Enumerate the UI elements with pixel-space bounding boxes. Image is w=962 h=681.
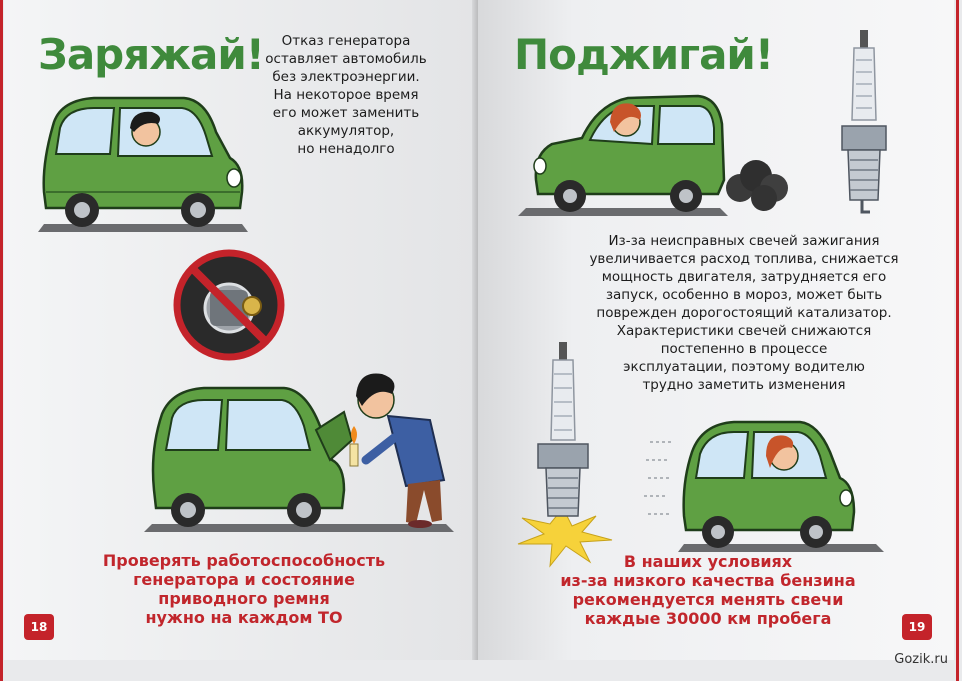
caption-line: На некоторое время	[273, 87, 419, 103]
car-with-exhaust-illustration	[518, 84, 818, 224]
right-red-note	[538, 552, 878, 628]
right-caption	[564, 232, 924, 394]
caption-line: увеличивается расход топлива, снижается	[589, 251, 899, 267]
caption-line: Характеристики свечей снижаются	[616, 323, 872, 339]
note-line: Проверять работоспособность	[102, 551, 386, 570]
note-line: В наших условиях	[623, 552, 793, 571]
right-page	[478, 0, 954, 660]
caption-line: запуск, особенно в мороз, может быть	[605, 287, 883, 303]
left-page	[4, 0, 478, 660]
exhaust-smoke-illustration	[726, 160, 788, 211]
caption-line: Отказ генератора	[281, 33, 411, 49]
note-line: рекомендуется менять свечи	[572, 590, 844, 609]
spark-plug-icon	[834, 30, 894, 230]
page-number: 19	[902, 614, 932, 640]
caption-line: но ненадолго	[297, 141, 395, 157]
left-page-title: Заряжай!	[38, 30, 264, 79]
caption-line: Из-за неисправных свечей зажигания	[608, 233, 880, 249]
right-edge-border	[956, 0, 959, 681]
note-line: нужно на каждом ТО	[145, 608, 343, 627]
caption-line: постепенно в процессе	[660, 341, 828, 357]
caption-line: оставляет автомобиль	[265, 51, 427, 67]
car-open-hood-illustration	[144, 360, 464, 540]
right-page-title: Поджигай!	[514, 30, 774, 79]
caption-line: эксплуатации, поэтому водителю	[623, 359, 865, 375]
page-number: 18	[24, 614, 54, 640]
note-line: из-за низкого качества бензина	[560, 571, 856, 590]
caption-line: поврежден дорогостоящий катализатор.	[596, 305, 892, 321]
sparking-plug-illustration	[508, 340, 618, 570]
moving-car-illustration	[678, 412, 888, 562]
watermark: Gozik.ru	[894, 652, 948, 667]
crossed-alternator-icon	[174, 250, 284, 360]
caption-line: трудно заметить изменения	[642, 377, 846, 393]
note-line: приводного ремня	[158, 589, 330, 608]
caption-line: аккумулятор,	[297, 123, 395, 139]
note-line: каждые 30000 км пробега	[584, 609, 832, 628]
car-with-boy-illustration	[34, 92, 254, 242]
left-red-note	[64, 551, 424, 627]
caption-line: его может заменить	[272, 105, 420, 121]
left-edge-border	[0, 0, 3, 681]
note-line: генератора и состояние	[133, 570, 355, 589]
left-caption	[256, 32, 436, 158]
caption-line: без электроэнергии.	[272, 69, 420, 85]
caption-line: мощность двигателя, затрудняется его	[601, 269, 887, 285]
